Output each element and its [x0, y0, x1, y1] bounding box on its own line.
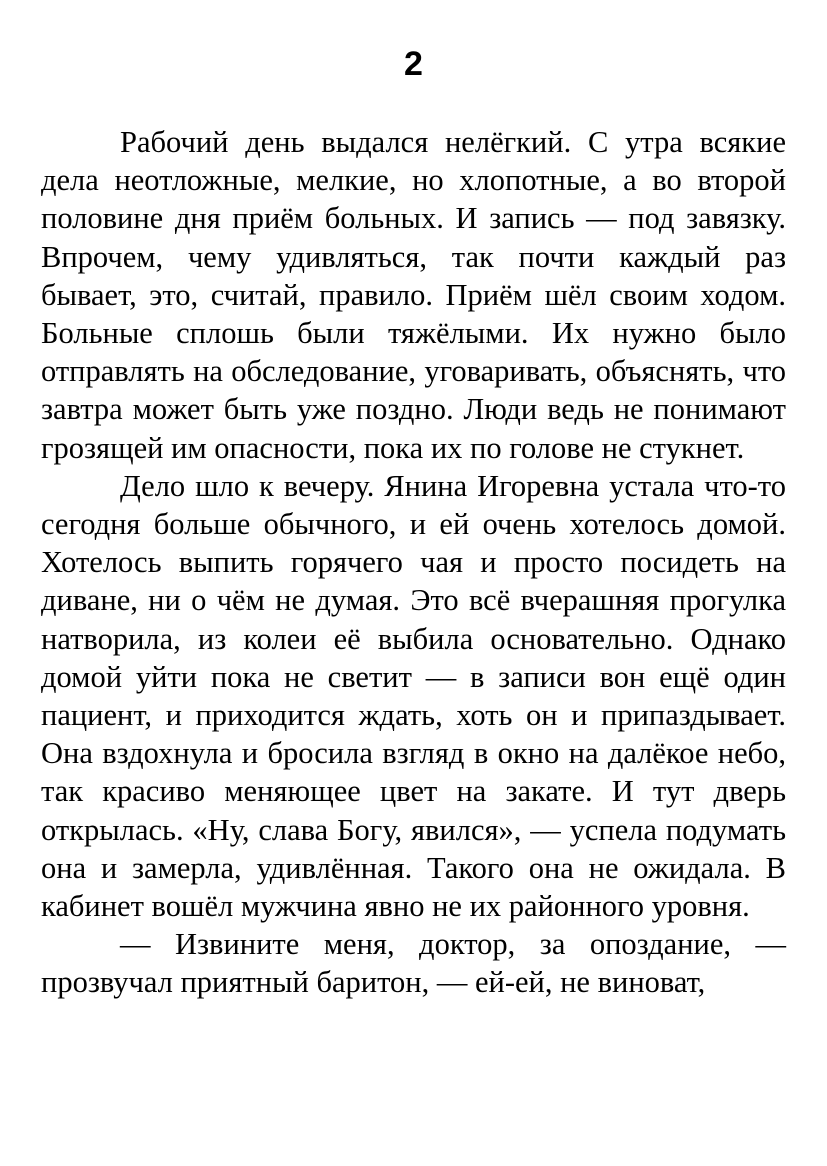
chapter-body	[41, 123, 786, 1002]
chapter-number: 2	[404, 45, 423, 83]
paragraph: Рабочий день выдался нелёгкий. С утра всякие дела неотложные, мелкие, но хлопотные, а во второй половине дня приём больных. И запись — под завязку. Впрочем, чему удивляться, так почти каждый раз бывает, это, считай, правило. Приём шёл своим ходом. Больные сплошь были тяжёлыми. Их нужно было отправлять на обследование, уговаривать, объяснять, что завтра может быть уже поздно. Люди ведь не понимают грозящей им опасности, пока их по голове не стукнет.	[41, 125, 786, 465]
paragraph: — Извините меня, доктор, за опоздание, — прозвучал приятный баритон, — ей-ей, не виноват,	[41, 927, 786, 1000]
paragraph: Дело шло к вечеру. Янина Игоревна устала что-то сегодня больше обычного, и ей очень хотелось домой. Хотелось выпить горячего чая и просто посидеть на диване, ни о чём не думая. Это всё вчерашняя прогулка натворила, из колеи её выбила основательно. Однако домой уйти пока не светит — в записи вон ещё один пациент, и приходится ждать, хоть он и припаздывает. Она вздохнула и бросила взгляд в окно на далёкое небо, так красиво меняющее цвет на закате. И тут дверь открылась. «Ну, слава Богу, явился», — успела подумать она и замерла, удивлённая. Такого она не ожидала. В кабинет вошёл мужчина явно не их районного уровня.	[41, 468, 786, 924]
